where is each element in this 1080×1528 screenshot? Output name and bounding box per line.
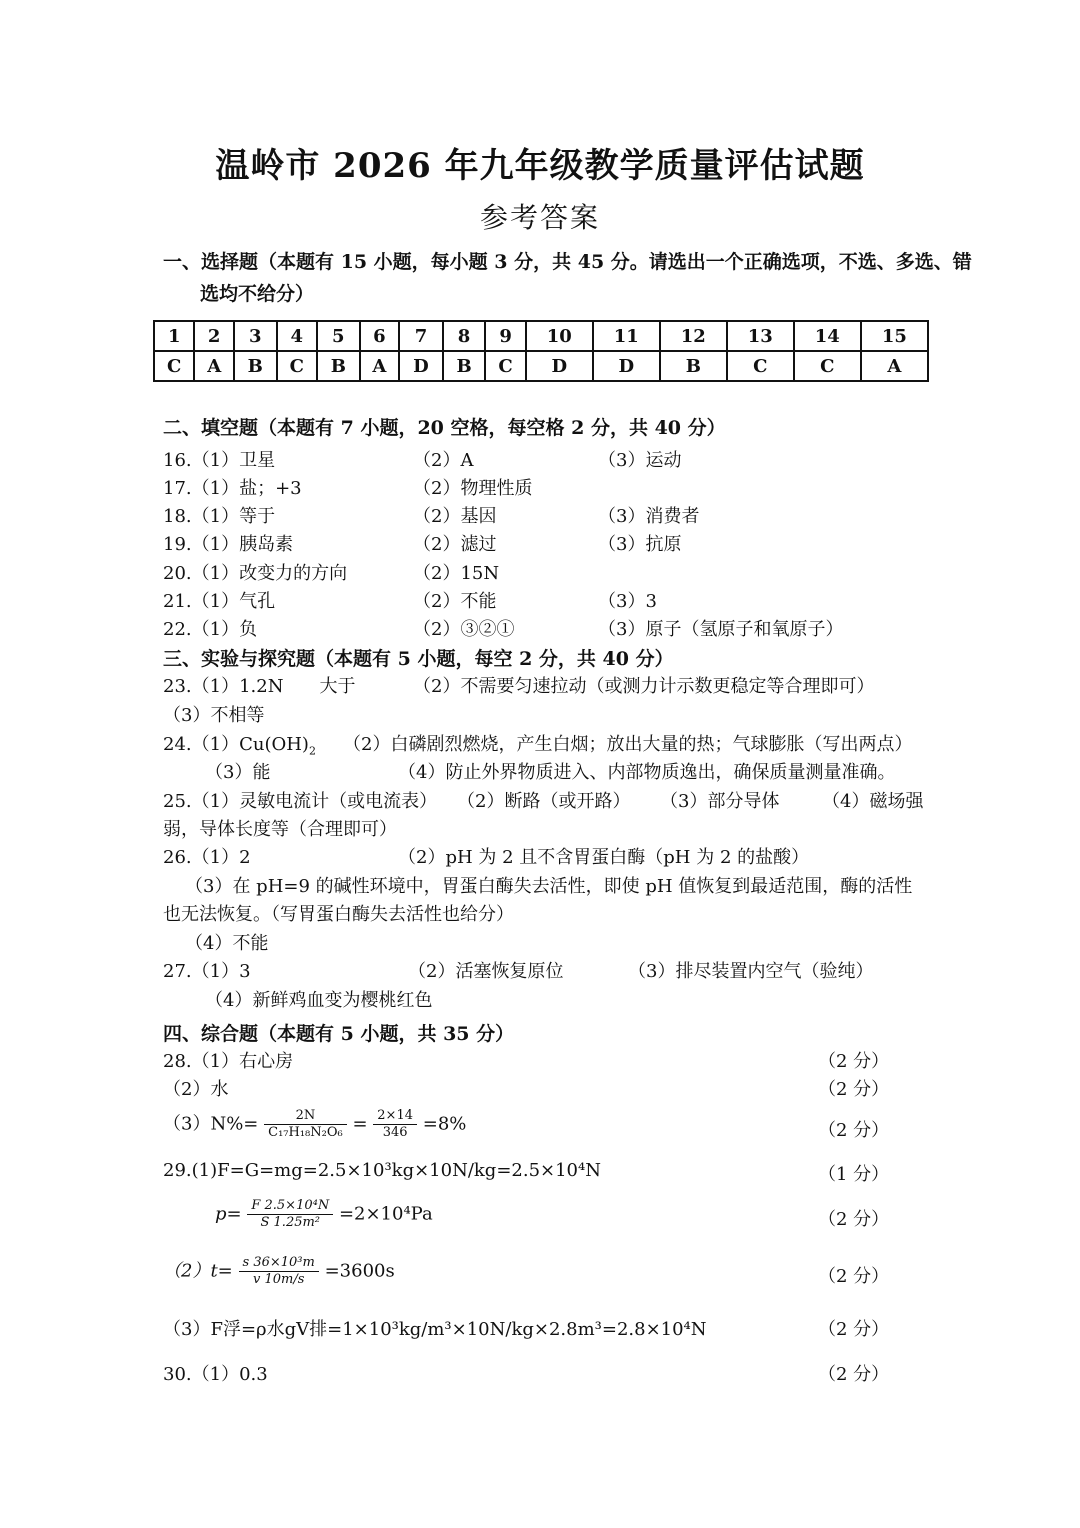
table-cell: 15: [861, 321, 928, 351]
fraction-numerator: F 2.5×10⁴N: [247, 1198, 333, 1215]
answer-line: 27.（1）3: [163, 961, 251, 982]
formula-text: =3600s: [324, 1260, 395, 1282]
answer-line: （2）15N: [413, 563, 500, 584]
section1-heading-line2: 选均不给分）: [200, 283, 315, 305]
answer-line: 23.（1）1.2N 大于: [163, 676, 356, 697]
score-label: （2 分）: [818, 1079, 890, 1100]
answer-line: （3）原子（氢原子和氧原子）: [598, 619, 844, 640]
formula-line: [163, 1255, 395, 1288]
section3-heading: 三、实验与探究题（本题有 5 小题，每空 2 分，共 40 分）: [163, 648, 674, 670]
answer-table: [153, 320, 929, 382]
score-label: （2 分）: [818, 1266, 890, 1287]
answer-line: （3）运动: [598, 450, 682, 471]
answer-line: （2）断路（或开路）: [457, 791, 631, 812]
answer-line: （2）基因: [413, 506, 497, 527]
table-cell: A: [861, 351, 928, 381]
score-label: （2 分）: [818, 1051, 890, 1072]
answer-line: 21.（1）气孔: [163, 591, 276, 612]
fraction-numerator: s 36×10³m: [239, 1255, 319, 1272]
answer-line: 26.（1）2: [163, 847, 251, 868]
fraction: [264, 1108, 347, 1141]
formula-text: =: [352, 1113, 368, 1135]
table-cell: A: [194, 351, 234, 381]
answer-line: （3）不相等: [163, 705, 265, 726]
answer-line: （3）在 pH=9 的碱性环境中，胃蛋白酶失去活性，即使 pH 值恢复到最适范围，酶的活性: [185, 876, 913, 897]
table-cell: 11: [593, 321, 660, 351]
answer-table-number-row: [154, 321, 928, 351]
fraction: [373, 1108, 417, 1141]
table-cell: 9: [485, 321, 525, 351]
fraction-denominator: v 10m/s: [252, 1272, 305, 1287]
table-cell: D: [526, 351, 593, 381]
answer-line: 16.（1）卫星: [163, 450, 276, 471]
table-cell: C: [727, 351, 794, 381]
table-cell: B: [234, 351, 277, 381]
answer-line: 29.(1)F=G=mg=2.5×10³kg×10N/kg=2.5×10⁴N: [163, 1160, 601, 1181]
answer-line: （3）抗原: [598, 534, 682, 555]
answer-line: （3）排尽装置内空气（验纯）: [628, 961, 874, 982]
fraction-numerator: 2×14: [373, 1108, 417, 1125]
answer-line: （4）不能: [185, 933, 269, 954]
formula-line: [215, 1198, 433, 1231]
answer-line: （2）水: [163, 1079, 229, 1100]
answer-line: （2）不需要匀速拉动（或测力计示数更稳定等合理即可）: [413, 676, 875, 697]
table-cell: 14: [794, 321, 861, 351]
table-cell: 1: [154, 321, 194, 351]
answer-line: 25.（1）灵敏电流计（或电流表）: [163, 791, 438, 812]
section2-heading: 二、填空题（本题有 7 小题，20 空格，每空格 2 分，共 40 分）: [163, 417, 726, 439]
score-label: （1 分）: [818, 1164, 890, 1185]
table-cell: B: [443, 351, 486, 381]
page-title: 温岭市 2026 年九年级教学质量评估试题: [215, 146, 865, 186]
section4-heading: 四、综合题（本题有 5 小题，共 35 分）: [163, 1023, 515, 1045]
answer-line: （3）F浮=ρ水gV排=1×10³kg/m³×10N/kg×2.8m³=2.8×10⁴N: [163, 1319, 707, 1340]
answer-line: （2）物理性质: [413, 478, 533, 499]
table-cell: 5: [317, 321, 360, 351]
table-cell: B: [660, 351, 727, 381]
table-cell: 10: [526, 321, 593, 351]
answer-line: （4）防止外界物质进入、内部物质逸出，确保质量测量准确。: [398, 762, 896, 783]
answer-line: （3）能: [205, 762, 271, 783]
answer-line: （2）③②①: [413, 619, 515, 640]
answer-line: 30.（1）0.3: [163, 1364, 268, 1385]
answer-line: 18.（1）等于: [163, 506, 276, 527]
table-cell: D: [593, 351, 660, 381]
answer-line: （3）3: [598, 591, 657, 612]
subscript: 2: [308, 744, 316, 758]
answer-line: 28.（1）右心房: [163, 1051, 294, 1072]
formula-text: =8%: [422, 1113, 467, 1135]
table-cell: C: [794, 351, 861, 381]
table-cell: C: [485, 351, 525, 381]
answer-line: （4）新鲜鸡血变为樱桃红色: [205, 990, 433, 1011]
answer-table-answer-row: [154, 351, 928, 381]
formula-text: p=: [215, 1203, 242, 1225]
table-cell: 2: [194, 321, 234, 351]
formula-text: =2×10⁴Pa: [338, 1203, 433, 1225]
fraction-denominator: 346: [382, 1125, 408, 1140]
table-cell: 13: [727, 321, 794, 351]
table-cell: C: [154, 351, 194, 381]
table-cell: 4: [277, 321, 317, 351]
answer-line: （3）消费者: [598, 506, 700, 527]
answer-line: （2）不能: [413, 591, 497, 612]
table-cell: B: [317, 351, 360, 381]
answer-line: 19.（1）胰岛素: [163, 534, 294, 555]
fraction: [247, 1198, 333, 1231]
answer-line: （2）A: [413, 450, 474, 471]
answer-line: 弱，导体长度等（合理即可）: [163, 819, 397, 840]
score-label: （2 分）: [818, 1364, 890, 1385]
page-subtitle: 参考答案: [479, 201, 600, 234]
table-cell: 12: [660, 321, 727, 351]
fraction: [239, 1255, 319, 1288]
table-cell: 6: [360, 321, 400, 351]
formula-line: [163, 1108, 466, 1141]
section1-heading-line1: 一、选择题（本题有 15 小题，每小题 3 分，共 45 分。请选出一个正确选项，不选、多选、错: [163, 251, 972, 273]
answer-line: [163, 730, 316, 758]
fraction-denominator: C₁₇H₁₈N₂O₆: [268, 1125, 343, 1140]
answer-line: 20.（1）改变力的方向: [163, 563, 348, 584]
table-cell: 8: [443, 321, 486, 351]
answer-line: （2）滤过: [413, 534, 497, 555]
fraction-numerator: 2N: [264, 1108, 347, 1125]
answer-line: （2）活塞恢复原位: [408, 961, 564, 982]
score-label: （2 分）: [818, 1209, 890, 1230]
formula-text: （2）t=: [163, 1260, 233, 1282]
table-cell: 7: [399, 321, 443, 351]
fraction-denominator: S 1.25m²: [260, 1215, 321, 1230]
answer-line: 22.（1）负: [163, 619, 258, 640]
answer-line: （4）磁场强: [822, 791, 924, 812]
answer-line: （2）白磷剧烈燃烧，产生白烟；放出大量的热；气球膨胀（写出两点）: [343, 734, 913, 755]
answer-line: 也无法恢复。（写胃蛋白酶失去活性也给分）: [163, 904, 514, 925]
table-cell: A: [360, 351, 400, 381]
formula-text: 24.（1）Cu(OH): [163, 734, 309, 755]
table-cell: C: [277, 351, 317, 381]
table-cell: 3: [234, 321, 277, 351]
answer-line: （3）部分导体: [660, 791, 780, 812]
answer-line: 17.（1）盐；+3: [163, 478, 302, 499]
table-cell: D: [399, 351, 443, 381]
answer-line: （2）pH 为 2 且不含胃蛋白酶（pH 为 2 的盐酸）: [398, 847, 810, 868]
formula-text: （3）N%=: [163, 1113, 259, 1135]
score-label: （2 分）: [818, 1120, 890, 1141]
score-label: （2 分）: [818, 1319, 890, 1340]
